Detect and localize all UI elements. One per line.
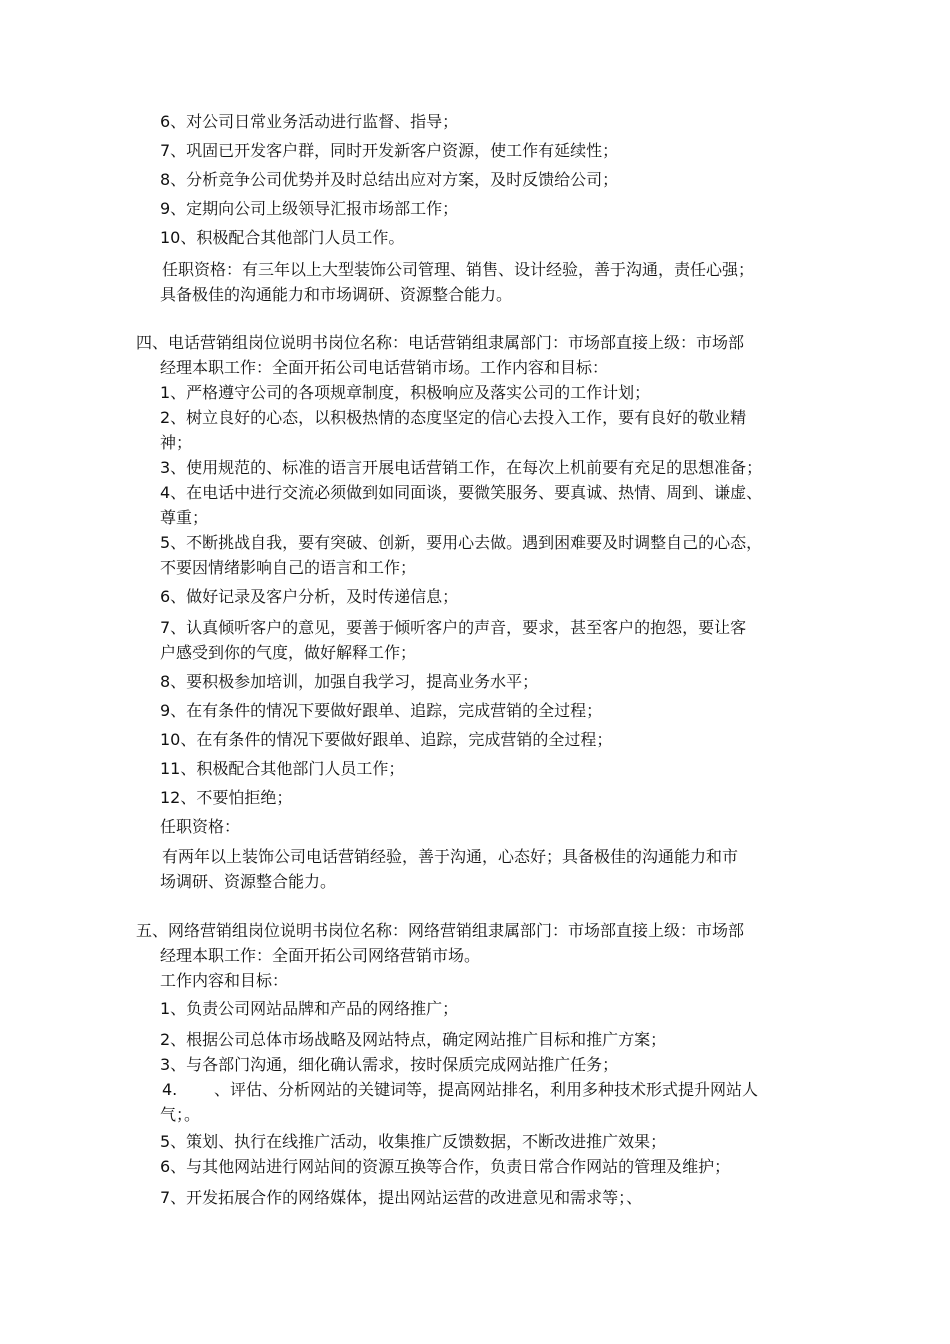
s4-qualification-label: 任职资格： [160, 817, 241, 836]
s3-qualification-line-2: 具备极佳的沟通能力和市场调研、资源整合能力。 [160, 285, 513, 304]
s4-item-9: 9、在有条件的情况下要做好跟单、追踪，完成营销的全过程； [160, 701, 603, 720]
s3-item-7: 7、巩固已开发客户群，同时开发新客户资源，使工作有延续性； [160, 141, 619, 160]
s4-item-7-line-2: 户感受到你的气度，做好解释工作； [160, 643, 417, 662]
s4-item-2-line-1: 2、树立良好的心态，以积极热情的态度坚定的信心去投入工作，要有良好的敬业精 [160, 408, 747, 427]
s4-item-5-line-1: 5、不断挑战自我，要有突破、创新，要用心去做。遇到困难要及时调整自己的心态， [160, 533, 763, 552]
s4-item-8: 8、要积极参加培训，加强自我学习，提高业务水平； [160, 672, 539, 691]
s4-item-5-line-2: 不要因情绪影响自己的语言和工作； [160, 558, 417, 577]
s4-item-1: 1、严格遵守公司的各项规章制度，积极响应及落实公司的工作计划； [160, 383, 651, 402]
s5-item-5: 5、策划、执行在线推广活动，收集推广反馈数据，不断改进推广效果； [160, 1132, 667, 1151]
s4-heading-line-2: 经理本职工作：全面开拓公司电话营销市场。工作内容和目标： [160, 358, 609, 377]
s4-qualification-line-1: 有两年以上装饰公司电话营销经验，善于沟通，心态好；具备极佳的沟通能力和市 [162, 847, 739, 866]
s3-item-8: 8、分析竞争公司优势并及时总结出应对方案，及时反馈给公司； [160, 170, 619, 189]
s5-item-2: 2、根据公司总体市场战略及网站特点，确定网站推广目标和推广方案； [160, 1030, 667, 1049]
s4-heading-line-1: 四、电话营销组岗位说明书岗位名称：电话营销组隶属部门：市场部直接上级：市场部 [136, 333, 745, 352]
s3-item-9: 9、定期向公司上级领导汇报市场部工作； [160, 199, 459, 218]
s5-work-label: 工作内容和目标： [160, 971, 289, 990]
s5-item-4-line-1: 、评估、分析网站的关键词等，提高网站排名，利用多种技术形式提升网站人 [214, 1080, 759, 1099]
s3-item-10: 10、积极配合其他部门人员工作。 [160, 228, 405, 247]
s4-item-6: 6、做好记录及客户分析，及时传递信息； [160, 587, 459, 606]
s5-heading-line-1: 五、网络营销组岗位说明书岗位名称：网络营销组隶属部门：市场部直接上级：市场部 [136, 921, 745, 940]
s4-item-4-line-1: 4、在电话中进行交流必须做到如同面谈，要微笑服务、要真诚、热情、周到、谦虚、 [160, 483, 763, 502]
s4-item-7-line-1: 7、认真倾听客户的意见，要善于倾听客户的声音，要求，甚至客户的抱怨，要让客 [160, 618, 747, 637]
s5-item-3: 3、与各部门沟通，细化确认需求，按时保质完成网站推广任务； [160, 1055, 619, 1074]
s4-item-2-line-2: 神； [160, 433, 193, 452]
s3-qualification-line-1: 任职资格：有三年以上大型装饰公司管理、销售、设计经验，善于沟通，责任心强； [162, 260, 755, 279]
s5-heading-line-2: 经理本职工作：全面开拓公司网络营销市场。 [160, 946, 481, 965]
s5-item-1: 1、负责公司网站品牌和产品的网络推广； [160, 999, 459, 1018]
s4-item-11: 11、积极配合其他部门人员工作； [160, 759, 405, 778]
s4-item-12: 12、不要怕拒绝； [160, 788, 293, 807]
s4-item-3: 3、使用规范的、标准的语言开展电话营销工作，在每次上机前要有充足的思想准备； [160, 458, 763, 477]
s4-qualification-line-2: 场调研、资源整合能力。 [160, 872, 337, 891]
s5-item-6: 6、与其他网站进行网站间的资源互换等合作，负责日常合作网站的管理及维护； [160, 1157, 731, 1176]
s5-item-4-number: 4. [162, 1080, 178, 1099]
s5-item-4-line-2: 气；。 [160, 1105, 201, 1124]
s3-item-6: 6、对公司日常业务活动进行监督、指导； [160, 112, 459, 131]
s5-item-7: 7、开发拓展合作的网络媒体，提出网站运营的改进意见和需求等；、 [160, 1188, 643, 1207]
s4-item-4-line-2: 尊重； [160, 508, 209, 527]
s4-item-10: 10、在有条件的情况下要做好跟单、追踪，完成营销的全过程； [160, 730, 613, 749]
